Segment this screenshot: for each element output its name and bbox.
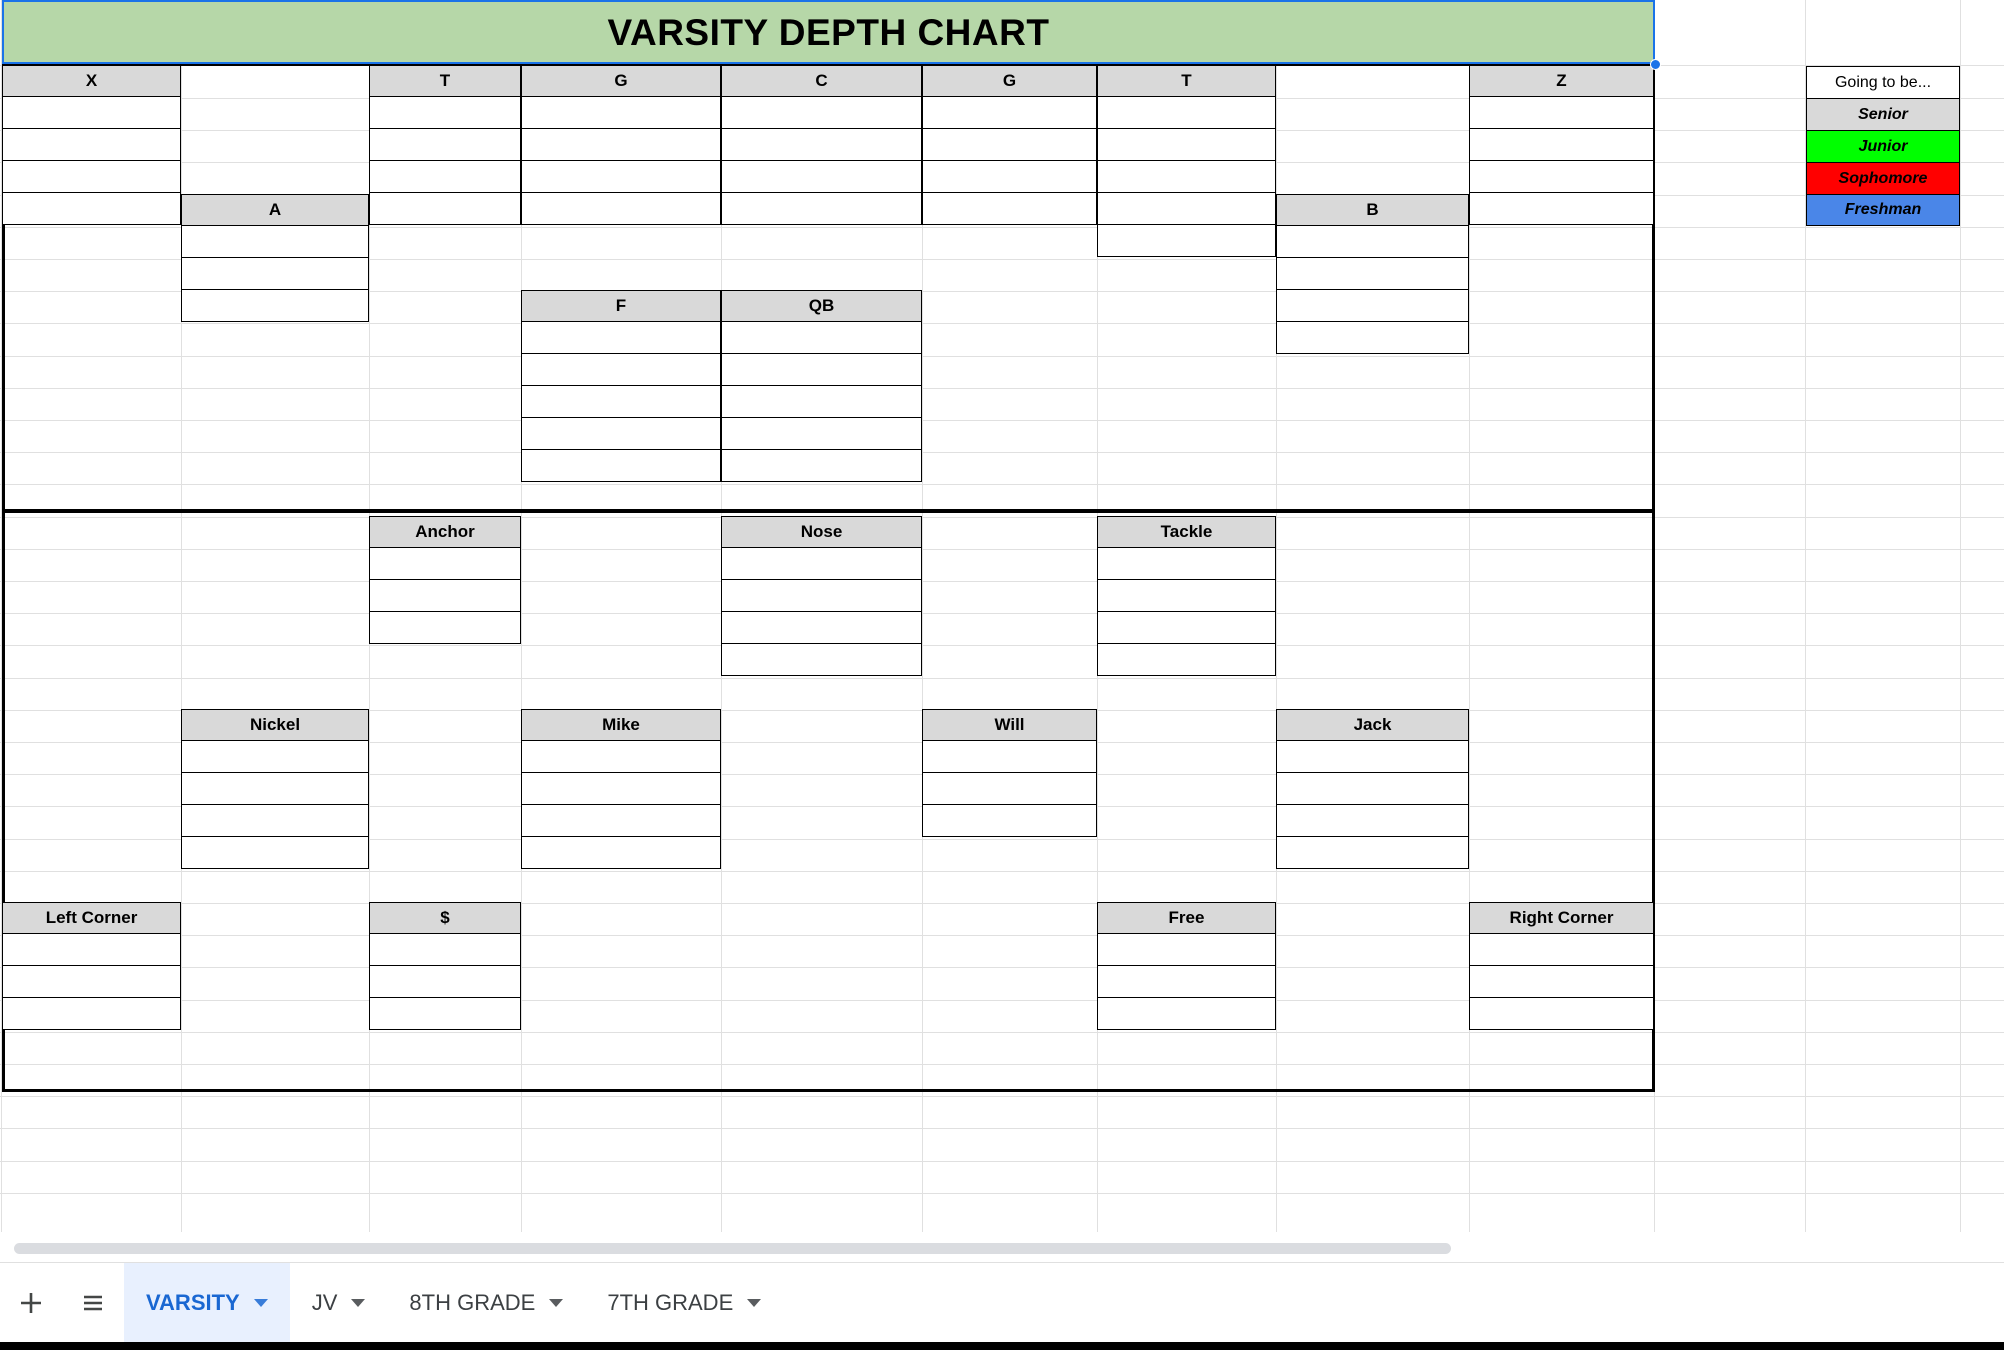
position-group-mike xyxy=(521,709,721,869)
position-label: B xyxy=(1276,194,1469,226)
player-slot[interactable] xyxy=(721,161,922,193)
gridline xyxy=(0,1032,2004,1033)
position-group-strong-safety xyxy=(369,902,521,1030)
page-title: VARSITY DEPTH CHART xyxy=(607,11,1050,53)
player-slot[interactable] xyxy=(1276,258,1469,290)
legend-item-sophomore: Sophomore xyxy=(1806,162,1960,194)
sheet-tab-bar xyxy=(0,1262,2004,1342)
player-slot[interactable] xyxy=(181,837,369,869)
gridline xyxy=(0,452,2004,453)
player-slot[interactable] xyxy=(1097,225,1276,257)
gridline xyxy=(0,1193,2004,1194)
position-group-will xyxy=(922,709,1097,837)
position-label: G xyxy=(521,65,721,97)
player-slot[interactable] xyxy=(1469,129,1654,161)
player-slot[interactable] xyxy=(1276,226,1469,258)
gridline xyxy=(0,323,2004,324)
player-slot[interactable] xyxy=(521,354,721,386)
sheet-tab-label: JV xyxy=(311,1289,338,1315)
player-slot[interactable] xyxy=(521,97,721,129)
player-slot[interactable] xyxy=(521,193,721,225)
position-group-right-corner xyxy=(1469,902,1654,1030)
player-slot[interactable] xyxy=(1276,837,1469,869)
legend-item-freshman: Freshman xyxy=(1806,194,1960,226)
player-slot[interactable] xyxy=(369,966,521,998)
position-group-f xyxy=(521,290,721,482)
player-slot[interactable] xyxy=(181,226,369,258)
player-slot[interactable] xyxy=(521,837,721,869)
player-slot[interactable] xyxy=(521,741,721,773)
player-slot[interactable] xyxy=(1469,934,1654,966)
selection-fill-handle[interactable] xyxy=(1650,59,1661,70)
player-slot[interactable] xyxy=(369,580,521,612)
legend-item-senior: Senior xyxy=(1806,98,1960,130)
add-sheet-button[interactable] xyxy=(0,1263,62,1342)
sheet-tab-7th-grade[interactable] xyxy=(585,1263,783,1342)
position-label: Will xyxy=(922,709,1097,741)
player-slot[interactable] xyxy=(521,161,721,193)
position-group-free xyxy=(1097,902,1276,1030)
gridline xyxy=(1276,0,1277,1232)
legend-item-junior: Junior xyxy=(1806,130,1960,162)
player-slot[interactable] xyxy=(181,258,369,290)
player-slot[interactable] xyxy=(1097,934,1276,966)
player-slot[interactable] xyxy=(1276,322,1469,354)
player-slot[interactable] xyxy=(2,966,181,998)
player-slot[interactable] xyxy=(721,612,922,644)
gridline xyxy=(181,0,182,1232)
player-slot[interactable] xyxy=(1276,805,1469,837)
player-slot[interactable] xyxy=(1097,161,1276,193)
position-label: A xyxy=(181,194,369,226)
player-slot[interactable] xyxy=(1469,97,1654,129)
player-slot[interactable] xyxy=(922,741,1097,773)
position-label: QB xyxy=(721,290,922,322)
player-slot[interactable] xyxy=(922,773,1097,805)
position-label: Mike xyxy=(521,709,721,741)
player-slot[interactable] xyxy=(181,773,369,805)
position-group-left-corner xyxy=(2,902,181,1030)
position-label: Jack xyxy=(1276,709,1469,741)
sheet-tab-varsity[interactable] xyxy=(124,1263,290,1342)
gridline xyxy=(0,967,2004,968)
position-group-g-left xyxy=(521,65,721,225)
position-label: Tackle xyxy=(1097,516,1276,548)
sheet-tab-jv[interactable] xyxy=(290,1263,388,1342)
gridline xyxy=(1654,0,1655,1232)
player-slot[interactable] xyxy=(369,193,521,225)
position-label: Nickel xyxy=(181,709,369,741)
player-slot[interactable] xyxy=(1469,193,1654,225)
chevron-down-icon[interactable] xyxy=(254,1299,268,1307)
player-slot[interactable] xyxy=(181,805,369,837)
gridline xyxy=(0,1064,2004,1065)
player-slot[interactable] xyxy=(521,805,721,837)
position-label: Z xyxy=(1469,65,1654,97)
player-slot[interactable] xyxy=(1097,612,1276,644)
chevron-down-icon[interactable] xyxy=(351,1299,365,1307)
sheet-tab-label: 7TH GRADE xyxy=(607,1289,734,1315)
position-label: $ xyxy=(369,902,521,934)
player-slot[interactable] xyxy=(721,644,922,676)
player-slot[interactable] xyxy=(2,193,181,225)
position-group-t-right xyxy=(1097,65,1276,257)
player-slot[interactable] xyxy=(521,418,721,450)
player-slot[interactable] xyxy=(922,97,1097,129)
player-slot[interactable] xyxy=(2,97,181,129)
player-slot[interactable] xyxy=(369,612,521,644)
player-slot[interactable] xyxy=(521,129,721,161)
position-label: F xyxy=(521,290,721,322)
plus-icon xyxy=(16,1288,46,1318)
player-slot[interactable] xyxy=(1097,998,1276,1030)
player-slot[interactable] xyxy=(1097,548,1276,580)
position-group-nose xyxy=(721,516,922,676)
position-label: T xyxy=(369,65,521,97)
position-group-x xyxy=(2,65,181,225)
chevron-down-icon[interactable] xyxy=(747,1299,761,1307)
player-slot[interactable] xyxy=(721,322,922,354)
gridline xyxy=(0,1096,2004,1097)
gridline xyxy=(0,1161,2004,1162)
position-label: Free xyxy=(1097,902,1276,934)
gridline xyxy=(0,871,2004,872)
player-slot[interactable] xyxy=(521,773,721,805)
player-slot[interactable] xyxy=(369,548,521,580)
position-group-c xyxy=(721,65,922,225)
position-label: Right Corner xyxy=(1469,902,1654,934)
position-group-b xyxy=(1276,194,1469,354)
player-slot[interactable] xyxy=(721,354,922,386)
player-slot[interactable] xyxy=(2,998,181,1030)
gridline xyxy=(0,903,2004,904)
position-group-jack xyxy=(1276,709,1469,869)
position-label: T xyxy=(1097,65,1276,97)
player-slot[interactable] xyxy=(721,548,922,580)
chart-title-cell[interactable] xyxy=(2,0,1655,64)
player-slot[interactable] xyxy=(369,161,521,193)
gridline xyxy=(0,581,2004,582)
gridline xyxy=(0,935,2004,936)
position-label: C xyxy=(721,65,922,97)
player-slot[interactable] xyxy=(1097,193,1276,225)
player-slot[interactable] xyxy=(2,129,181,161)
player-slot[interactable] xyxy=(181,290,369,322)
player-slot[interactable] xyxy=(922,193,1097,225)
sheet-tab-8th-grade[interactable] xyxy=(387,1263,585,1342)
position-label: X xyxy=(2,65,181,97)
player-slot[interactable] xyxy=(721,97,922,129)
player-slot[interactable] xyxy=(1276,290,1469,322)
all-sheets-button[interactable] xyxy=(62,1263,124,1342)
gridline xyxy=(0,549,2004,550)
gridline xyxy=(0,678,2004,679)
player-slot[interactable] xyxy=(1097,644,1276,676)
player-slot[interactable] xyxy=(1469,966,1654,998)
gridline xyxy=(0,613,2004,614)
position-group-nickel xyxy=(181,709,369,869)
position-group-anchor xyxy=(369,516,521,644)
player-slot[interactable] xyxy=(369,998,521,1030)
player-slot[interactable] xyxy=(181,741,369,773)
player-slot[interactable] xyxy=(521,386,721,418)
player-slot[interactable] xyxy=(369,97,521,129)
player-slot[interactable] xyxy=(721,193,922,225)
sheet-tab-label: VARSITY xyxy=(146,1289,240,1315)
position-label: G xyxy=(922,65,1097,97)
player-slot[interactable] xyxy=(1097,966,1276,998)
player-slot[interactable] xyxy=(721,418,922,450)
position-group-g-right xyxy=(922,65,1097,225)
position-label: Left Corner xyxy=(2,902,181,934)
player-slot[interactable] xyxy=(721,386,922,418)
chevron-down-icon[interactable] xyxy=(549,1299,563,1307)
player-slot[interactable] xyxy=(721,580,922,612)
gridline xyxy=(0,645,2004,646)
player-slot[interactable] xyxy=(721,129,922,161)
player-slot[interactable] xyxy=(721,450,922,482)
gridline xyxy=(1960,0,1961,1232)
legend-header: Going to be... xyxy=(1806,66,1960,98)
player-slot[interactable] xyxy=(2,934,181,966)
class-year-legend xyxy=(1806,66,1960,226)
sheet-tab-label: 8TH GRADE xyxy=(409,1289,536,1315)
player-slot[interactable] xyxy=(922,161,1097,193)
player-slot[interactable] xyxy=(2,161,181,193)
position-group-a xyxy=(181,194,369,322)
gridline xyxy=(0,1128,2004,1129)
player-slot[interactable] xyxy=(369,934,521,966)
player-slot[interactable] xyxy=(521,450,721,482)
player-slot[interactable] xyxy=(1469,998,1654,1030)
position-group-t-left xyxy=(369,65,521,225)
player-slot[interactable] xyxy=(922,805,1097,837)
position-label: Nose xyxy=(721,516,922,548)
player-slot[interactable] xyxy=(1469,161,1654,193)
player-slot[interactable] xyxy=(1097,97,1276,129)
gridline xyxy=(0,1000,2004,1001)
position-group-tackle xyxy=(1097,516,1276,676)
player-slot[interactable] xyxy=(922,129,1097,161)
player-slot[interactable] xyxy=(1097,129,1276,161)
player-slot[interactable] xyxy=(1097,580,1276,612)
gridline xyxy=(0,420,2004,421)
position-group-z xyxy=(1469,65,1654,225)
player-slot[interactable] xyxy=(369,129,521,161)
player-slot[interactable] xyxy=(521,322,721,354)
gridline xyxy=(0,517,2004,518)
window-bottom-edge xyxy=(0,1342,2004,1350)
player-slot[interactable] xyxy=(1276,741,1469,773)
gridline xyxy=(0,356,2004,357)
horizontal-scrollbar-thumb[interactable] xyxy=(14,1243,1451,1254)
gridline xyxy=(0,484,2004,485)
position-label: Anchor xyxy=(369,516,521,548)
position-group-qb xyxy=(721,290,922,482)
gridline xyxy=(0,388,2004,389)
hamburger-menu-icon xyxy=(78,1288,108,1318)
player-slot[interactable] xyxy=(1276,773,1469,805)
